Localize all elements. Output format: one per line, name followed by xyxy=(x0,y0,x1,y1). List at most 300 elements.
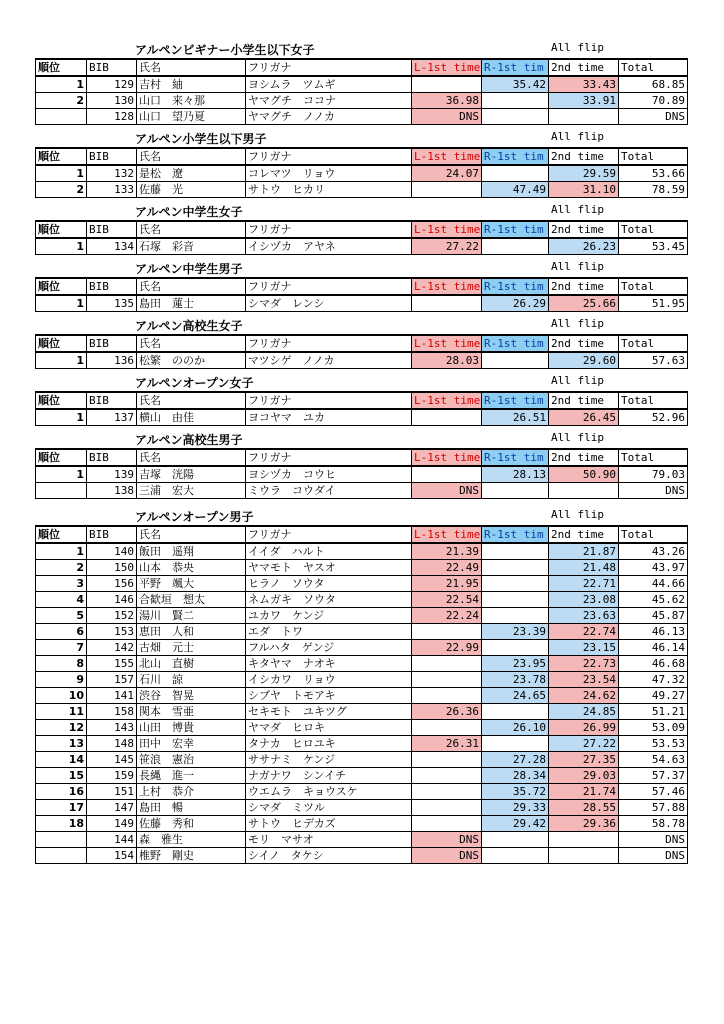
second-time-cell: 21.48 xyxy=(549,560,619,576)
kana-cell: キタヤマ ナオキ xyxy=(246,656,412,672)
name-cell: 上村 恭介 xyxy=(137,784,246,800)
r1-time-cell: 23.78 xyxy=(482,672,549,688)
header-row xyxy=(36,449,688,466)
table-row xyxy=(36,409,688,426)
second-time-cell: 22.74 xyxy=(549,624,619,640)
bib-cell: 151 xyxy=(87,784,137,800)
results-table xyxy=(35,220,688,255)
kana-cell: イシヅカ アヤネ xyxy=(246,238,412,255)
header-name: 氏名 xyxy=(137,526,246,543)
header-kana: フリガナ xyxy=(246,392,412,409)
header-second-time: 2nd time xyxy=(549,449,619,466)
header-bib: BIB xyxy=(87,221,137,238)
name-cell: 三浦 宏大 xyxy=(137,483,246,499)
name-cell: 山口 来々那 xyxy=(137,93,246,109)
bib-cell: 133 xyxy=(87,182,137,198)
r1-time-cell xyxy=(482,352,549,369)
total-cell: 57.46 xyxy=(619,784,688,800)
category-title: アルペンビギナー小学生以下女子 xyxy=(135,43,315,57)
r1-time-cell: 26.51 xyxy=(482,409,549,426)
name-cell: 合歓垣 想太 xyxy=(137,592,246,608)
name-cell: 飯田 遥翔 xyxy=(137,543,246,560)
total-cell: 53.66 xyxy=(619,165,688,182)
header-row xyxy=(36,526,688,543)
kana-cell: ヨシヅカ コウヒ xyxy=(246,466,412,483)
total-cell: 57.88 xyxy=(619,800,688,816)
table-row xyxy=(36,576,688,592)
l1-time-cell xyxy=(412,768,482,784)
rank-cell: 1 xyxy=(36,295,87,312)
rank-cell: 15 xyxy=(36,768,87,784)
kana-cell: マツシゲ ノノカ xyxy=(246,352,412,369)
table-row xyxy=(36,736,688,752)
header-l1-time: L-1st time xyxy=(412,392,482,409)
r1-time-cell: 23.39 xyxy=(482,624,549,640)
kana-cell: ユカワ ケンジ xyxy=(246,608,412,624)
kana-cell: シイノ タケシ xyxy=(246,848,412,864)
rank-cell: 1 xyxy=(36,466,87,483)
total-cell: 54.63 xyxy=(619,752,688,768)
kana-cell: ヤマダ ヒロキ xyxy=(246,720,412,736)
r1-time-cell xyxy=(482,93,549,109)
r1-time-cell: 35.72 xyxy=(482,784,549,800)
results-table xyxy=(35,448,688,499)
table-row xyxy=(36,768,688,784)
rank-cell: 14 xyxy=(36,752,87,768)
total-cell: 53.09 xyxy=(619,720,688,736)
category-block xyxy=(35,129,687,198)
total-cell: 79.03 xyxy=(619,466,688,483)
l1-time-cell xyxy=(412,76,482,93)
total-cell: 44.66 xyxy=(619,576,688,592)
kana-cell: ネムガキ ソウタ xyxy=(246,592,412,608)
total-cell: 52.96 xyxy=(619,409,688,426)
table-row xyxy=(36,93,688,109)
rank-cell: 4 xyxy=(36,592,87,608)
header-kana: フリガナ xyxy=(246,449,412,466)
rank-cell: 1 xyxy=(36,238,87,255)
header-second-time: 2nd time xyxy=(549,526,619,543)
rank-cell: 17 xyxy=(36,800,87,816)
header-r1-time: R-1st tim xyxy=(482,392,549,409)
rank-cell xyxy=(36,832,87,848)
results-table xyxy=(35,147,688,198)
total-cell: 45.62 xyxy=(619,592,688,608)
name-cell: 松繁 ののか xyxy=(137,352,246,369)
header-second-time: 2nd time xyxy=(549,59,619,76)
flip-label: All flip xyxy=(551,431,604,444)
bib-cell: 139 xyxy=(87,466,137,483)
bib-cell: 136 xyxy=(87,352,137,369)
name-cell: 石川 諒 xyxy=(137,672,246,688)
header-second-time: 2nd time xyxy=(549,278,619,295)
name-cell: 石塚 彩音 xyxy=(137,238,246,255)
name-cell: 山田 博貴 xyxy=(137,720,246,736)
total-cell: 47.32 xyxy=(619,672,688,688)
header-total: Total xyxy=(619,392,688,409)
table-row xyxy=(36,656,688,672)
second-time-cell: 29.60 xyxy=(549,352,619,369)
category-title-row xyxy=(35,373,687,391)
total-cell: 49.27 xyxy=(619,688,688,704)
header-kana: フリガナ xyxy=(246,335,412,352)
header-l1-time: L-1st time xyxy=(412,335,482,352)
r1-time-cell: 28.34 xyxy=(482,768,549,784)
category-block xyxy=(35,259,687,312)
table-row xyxy=(36,483,688,499)
kana-cell: シマダ ミツル xyxy=(246,800,412,816)
header-total: Total xyxy=(619,59,688,76)
table-row xyxy=(36,295,688,312)
r1-time-cell: 29.33 xyxy=(482,800,549,816)
category-title: アルペン高校生男子 xyxy=(135,433,243,447)
total-cell: 58.78 xyxy=(619,816,688,832)
r1-time-cell xyxy=(482,592,549,608)
kana-cell: シブヤ トモアキ xyxy=(246,688,412,704)
bib-cell: 158 xyxy=(87,704,137,720)
rank-cell: 1 xyxy=(36,76,87,93)
second-time-cell xyxy=(549,483,619,499)
header-total: Total xyxy=(619,221,688,238)
second-time-cell: 22.71 xyxy=(549,576,619,592)
kana-cell: イシカワ リョウ xyxy=(246,672,412,688)
table-row xyxy=(36,672,688,688)
second-time-cell: 23.08 xyxy=(549,592,619,608)
header-second-time: 2nd time xyxy=(549,392,619,409)
r1-time-cell: 24.65 xyxy=(482,688,549,704)
header-total: Total xyxy=(619,526,688,543)
kana-cell: ウエムラ キョウスケ xyxy=(246,784,412,800)
l1-time-cell xyxy=(412,182,482,198)
category-block xyxy=(35,202,687,255)
category-title-row xyxy=(35,40,687,58)
l1-time-cell: 21.39 xyxy=(412,543,482,560)
header-l1-time: L-1st time xyxy=(412,221,482,238)
category-title-row xyxy=(35,507,687,525)
table-row xyxy=(36,109,688,125)
header-row xyxy=(36,392,688,409)
total-cell: 53.53 xyxy=(619,736,688,752)
name-cell: 古畑 元士 xyxy=(137,640,246,656)
rank-cell xyxy=(36,109,87,125)
l1-time-cell: 28.03 xyxy=(412,352,482,369)
rank-cell: 1 xyxy=(36,409,87,426)
kana-cell: ヤマモト ヤスオ xyxy=(246,560,412,576)
header-r1-time: R-1st tim xyxy=(482,278,549,295)
name-cell: 笹浪 憲治 xyxy=(137,752,246,768)
header-bib: BIB xyxy=(87,148,137,165)
rank-cell: 6 xyxy=(36,624,87,640)
header-row xyxy=(36,278,688,295)
category-block xyxy=(35,507,687,864)
bib-cell: 148 xyxy=(87,736,137,752)
l1-time-cell: 26.31 xyxy=(412,736,482,752)
header-bib: BIB xyxy=(87,449,137,466)
bib-cell: 155 xyxy=(87,656,137,672)
header-l1-time: L-1st time xyxy=(412,59,482,76)
r1-time-cell: 26.10 xyxy=(482,720,549,736)
header-rank: 順位 xyxy=(36,392,87,409)
kana-cell: ヤマグチ ココナ xyxy=(246,93,412,109)
header-name: 氏名 xyxy=(137,392,246,409)
table-row xyxy=(36,182,688,198)
total-cell: 51.21 xyxy=(619,704,688,720)
header-kana: フリガナ xyxy=(246,221,412,238)
kana-cell: ヨシムラ ツムギ xyxy=(246,76,412,93)
category-title-row xyxy=(35,430,687,448)
name-cell: 佐藤 光 xyxy=(137,182,246,198)
header-second-time: 2nd time xyxy=(549,148,619,165)
l1-time-cell: DNS xyxy=(412,483,482,499)
second-time-cell: 21.74 xyxy=(549,784,619,800)
header-total: Total xyxy=(619,335,688,352)
category-title: アルペン中学生男子 xyxy=(135,262,243,276)
table-row xyxy=(36,704,688,720)
header-r1-time: R-1st tim xyxy=(482,221,549,238)
name-cell: 関本 雪亜 xyxy=(137,704,246,720)
header-bib: BIB xyxy=(87,59,137,76)
name-cell: 山本 恭央 xyxy=(137,560,246,576)
category-block xyxy=(35,316,687,369)
l1-time-cell xyxy=(412,672,482,688)
name-cell: 吉塚 洸陽 xyxy=(137,466,246,483)
header-kana: フリガナ xyxy=(246,59,412,76)
r1-time-cell: 26.29 xyxy=(482,295,549,312)
results-table xyxy=(35,277,688,312)
category-title-row xyxy=(35,259,687,277)
header-kana: フリガナ xyxy=(246,148,412,165)
name-cell: 山口 望乃夏 xyxy=(137,109,246,125)
bib-cell: 132 xyxy=(87,165,137,182)
header-r1-time: R-1st tim xyxy=(482,148,549,165)
r1-time-cell xyxy=(482,543,549,560)
rank-cell: 2 xyxy=(36,93,87,109)
bib-cell: 152 xyxy=(87,608,137,624)
second-time-cell: 29.03 xyxy=(549,768,619,784)
category-block xyxy=(35,373,687,426)
rank-cell: 2 xyxy=(36,560,87,576)
table-row xyxy=(36,688,688,704)
r1-time-cell xyxy=(482,832,549,848)
rank-cell: 1 xyxy=(36,165,87,182)
header-l1-time: L-1st time xyxy=(412,278,482,295)
kana-cell: サトウ ヒカリ xyxy=(246,182,412,198)
r1-time-cell xyxy=(482,483,549,499)
table-row xyxy=(36,165,688,182)
l1-time-cell: 36.98 xyxy=(412,93,482,109)
header-r1-time: R-1st tim xyxy=(482,335,549,352)
r1-time-cell xyxy=(482,165,549,182)
total-cell: 45.87 xyxy=(619,608,688,624)
l1-time-cell xyxy=(412,752,482,768)
bib-cell: 138 xyxy=(87,483,137,499)
r1-time-cell xyxy=(482,576,549,592)
total-cell: 57.63 xyxy=(619,352,688,369)
r1-time-cell xyxy=(482,238,549,255)
header-rank: 順位 xyxy=(36,221,87,238)
table-row xyxy=(36,816,688,832)
header-row xyxy=(36,335,688,352)
flip-label: All flip xyxy=(551,130,604,143)
name-cell: 島田 暢 xyxy=(137,800,246,816)
table-row xyxy=(36,543,688,560)
name-cell: 佐藤 秀和 xyxy=(137,816,246,832)
total-cell: DNS xyxy=(619,832,688,848)
total-cell: 46.13 xyxy=(619,624,688,640)
second-time-cell: 33.43 xyxy=(549,76,619,93)
bib-cell: 143 xyxy=(87,720,137,736)
second-time-cell: 26.23 xyxy=(549,238,619,255)
r1-time-cell: 29.42 xyxy=(482,816,549,832)
table-row xyxy=(36,560,688,576)
table-row xyxy=(36,608,688,624)
results-sheet xyxy=(35,40,687,868)
bib-cell: 134 xyxy=(87,238,137,255)
second-time-cell: 21.87 xyxy=(549,543,619,560)
category-block xyxy=(35,430,687,499)
category-title: アルペン中学生女子 xyxy=(135,205,243,219)
header-r1-time: R-1st tim xyxy=(482,59,549,76)
category-title: アルペンオープン男子 xyxy=(135,510,254,524)
bib-cell: 128 xyxy=(87,109,137,125)
second-time-cell: 27.22 xyxy=(549,736,619,752)
header-kana: フリガナ xyxy=(246,278,412,295)
header-rank: 順位 xyxy=(36,449,87,466)
table-row xyxy=(36,832,688,848)
l1-time-cell xyxy=(412,816,482,832)
r1-time-cell: 23.95 xyxy=(482,656,549,672)
header-name: 氏名 xyxy=(137,148,246,165)
l1-time-cell: 24.07 xyxy=(412,165,482,182)
second-time-cell: 33.91 xyxy=(549,93,619,109)
kana-cell: ヒラノ ソウタ xyxy=(246,576,412,592)
second-time-cell: 50.90 xyxy=(549,466,619,483)
flip-label: All flip xyxy=(551,508,604,521)
bib-cell: 144 xyxy=(87,832,137,848)
total-cell: 53.45 xyxy=(619,238,688,255)
total-cell: 51.95 xyxy=(619,295,688,312)
bib-cell: 135 xyxy=(87,295,137,312)
bib-cell: 154 xyxy=(87,848,137,864)
rank-cell: 1 xyxy=(36,352,87,369)
bib-cell: 141 xyxy=(87,688,137,704)
bib-cell: 129 xyxy=(87,76,137,93)
rank-cell: 1 xyxy=(36,543,87,560)
kana-cell: モリ マサオ xyxy=(246,832,412,848)
name-cell: 椎野 剛史 xyxy=(137,848,246,864)
table-row xyxy=(36,352,688,369)
r1-time-cell xyxy=(482,560,549,576)
r1-time-cell xyxy=(482,736,549,752)
l1-time-cell: 22.54 xyxy=(412,592,482,608)
rank-cell: 10 xyxy=(36,688,87,704)
rank-cell: 2 xyxy=(36,182,87,198)
kana-cell: ヤマグチ ノノカ xyxy=(246,109,412,125)
name-cell: 恵田 人和 xyxy=(137,624,246,640)
kana-cell: サトウ ヒデカズ xyxy=(246,816,412,832)
bib-cell: 149 xyxy=(87,816,137,832)
kana-cell: コレマツ リョウ xyxy=(246,165,412,182)
second-time-cell: 24.85 xyxy=(549,704,619,720)
bib-cell: 157 xyxy=(87,672,137,688)
rank-cell: 3 xyxy=(36,576,87,592)
name-cell: 吉村 紬 xyxy=(137,76,246,93)
r1-time-cell xyxy=(482,640,549,656)
flip-label: All flip xyxy=(551,317,604,330)
l1-time-cell xyxy=(412,800,482,816)
header-second-time: 2nd time xyxy=(549,335,619,352)
second-time-cell: 23.63 xyxy=(549,608,619,624)
table-row xyxy=(36,466,688,483)
table-row xyxy=(36,752,688,768)
kana-cell: エダ トワ xyxy=(246,624,412,640)
kana-cell: タナカ ヒロユキ xyxy=(246,736,412,752)
kana-cell: ヨコヤマ ユカ xyxy=(246,409,412,426)
name-cell: 島田 蓮士 xyxy=(137,295,246,312)
header-name: 氏名 xyxy=(137,449,246,466)
kana-cell: ナガナワ シンイチ xyxy=(246,768,412,784)
total-cell: 70.89 xyxy=(619,93,688,109)
header-name: 氏名 xyxy=(137,221,246,238)
rank-cell: 13 xyxy=(36,736,87,752)
total-cell: DNS xyxy=(619,848,688,864)
total-cell: 46.68 xyxy=(619,656,688,672)
rank-cell: 11 xyxy=(36,704,87,720)
r1-time-cell: 27.28 xyxy=(482,752,549,768)
rank-cell xyxy=(36,483,87,499)
header-rank: 順位 xyxy=(36,278,87,295)
r1-time-cell: 35.42 xyxy=(482,76,549,93)
second-time-cell: 25.66 xyxy=(549,295,619,312)
total-cell: DNS xyxy=(619,109,688,125)
header-total: Total xyxy=(619,278,688,295)
l1-time-cell xyxy=(412,656,482,672)
header-rank: 順位 xyxy=(36,59,87,76)
l1-time-cell: DNS xyxy=(412,848,482,864)
header-l1-time: L-1st time xyxy=(412,449,482,466)
header-row xyxy=(36,148,688,165)
total-cell: 46.14 xyxy=(619,640,688,656)
second-time-cell: 26.45 xyxy=(549,409,619,426)
table-row xyxy=(36,720,688,736)
total-cell: 57.37 xyxy=(619,768,688,784)
results-table xyxy=(35,391,688,426)
rank-cell xyxy=(36,848,87,864)
header-second-time: 2nd time xyxy=(549,221,619,238)
header-r1-time: R-1st tim xyxy=(482,526,549,543)
rank-cell: 12 xyxy=(36,720,87,736)
header-r1-time: R-1st tim xyxy=(482,449,549,466)
second-time-cell xyxy=(549,109,619,125)
table-row xyxy=(36,784,688,800)
table-row xyxy=(36,592,688,608)
name-cell: 平野 颯大 xyxy=(137,576,246,592)
second-time-cell: 27.35 xyxy=(549,752,619,768)
total-cell: DNS xyxy=(619,483,688,499)
table-row xyxy=(36,238,688,255)
header-l1-time: L-1st time xyxy=(412,526,482,543)
l1-time-cell: 27.22 xyxy=(412,238,482,255)
r1-time-cell xyxy=(482,109,549,125)
header-rank: 順位 xyxy=(36,148,87,165)
name-cell: 北山 直樹 xyxy=(137,656,246,672)
name-cell: 横山 由佳 xyxy=(137,409,246,426)
table-row xyxy=(36,640,688,656)
bib-cell: 145 xyxy=(87,752,137,768)
total-cell: 43.97 xyxy=(619,560,688,576)
results-table xyxy=(35,58,688,125)
kana-cell: フルハタ ゲンジ xyxy=(246,640,412,656)
